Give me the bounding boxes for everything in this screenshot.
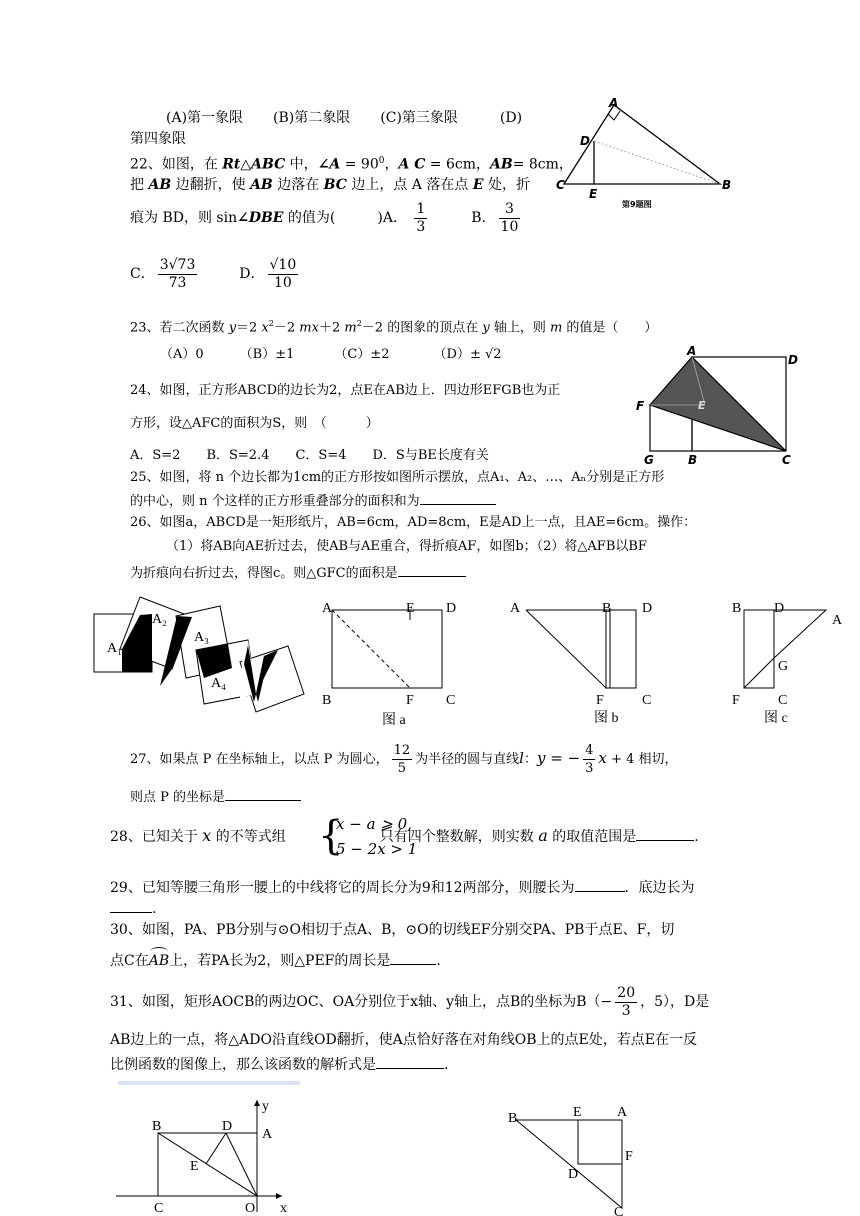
figc-label-f: F (732, 693, 740, 708)
q22-line3: 痕为 BD，则 sin∠DBE 的值为( )A． $\frac{1}{3}$ B． $\frac{3}{10}$ (130, 200, 519, 235)
q25-line2: 的中心，则 n 个这样的正方形重叠部分的面积和为 (130, 490, 496, 512)
q22-option-a-fraction: $\frac{1}{3}$ (416, 200, 426, 235)
figure-b (506, 598, 666, 728)
figb-label-a: A (510, 601, 521, 616)
figure-c (726, 598, 856, 728)
q26-line1: 26、如图a，ABCD是一矩形纸片，AB=6cm，AD=8cm，E是AD上一点，且AE=6cm。操作： (130, 515, 697, 530)
fig9-label-d: D (580, 134, 590, 148)
q25-label-a3: A₃ (194, 630, 209, 645)
q22-line1: 22、如图，在 Rt△ABC 中，∠A = $90^0$，A C = 6cm，AB= 8cm， (130, 156, 573, 173)
q26-answer-blank[interactable] (398, 562, 466, 577)
figa-label-e: E (406, 601, 415, 616)
fig9-label-b: B (722, 178, 732, 192)
q31-label-d: D (222, 1119, 233, 1134)
figa-label-b: B (322, 693, 332, 708)
q31-label-e: E (190, 1159, 199, 1174)
q31-line1: 31、如图，矩形AOCB的两边OC、OA分别位于x轴、y轴上，点B的坐标为B（− $\frac{20}{3}$ ，5），D是 (110, 984, 710, 1019)
q24-label-f: F (636, 399, 645, 413)
q25-label-a4: A₄ (211, 676, 226, 691)
q31-label-x: x (280, 1201, 287, 1216)
fig9-label-c: C (556, 178, 565, 192)
q22-line2: 把 AB 边翻折，使 AB 边落在 BC 边上，点 A 落在点 E 处，折 (130, 177, 530, 193)
figb-label-c: C (642, 693, 652, 708)
figb-label-b: B (602, 601, 612, 616)
q24-options: A．S=2 B．S=2.4 C．S=4 D．S与BE长度有关 (130, 448, 489, 463)
fig-right-label-c: C (614, 1205, 624, 1216)
fig-right-label-b: B (508, 1111, 518, 1126)
fig-right-label-e: E (573, 1105, 582, 1120)
figc-label-a: A (832, 613, 843, 628)
fig9-label-a: A (609, 96, 619, 110)
q31-label-b: B (152, 1119, 162, 1134)
q30-line2: 点C在 AB上，若PA长为2，则△PEF的周长是 . (110, 950, 441, 971)
q22-line4: C． $\frac{3√73}{73}$ D． $\frac{√10}{10}$ (130, 256, 297, 291)
q27-radius-fraction: $\frac{12}{5}$ (393, 743, 411, 776)
q29-line2: . (110, 898, 156, 919)
q28-inequality-1: x − a ⩾ 0, (336, 815, 412, 833)
q31-line2: AB边上的一点，将△ADO沿直线OD翻折，使A点恰好落在对角线OB上的点E处，若点E在一反 (110, 1032, 697, 1048)
q24-label-g: G (644, 453, 654, 464)
q26-line3: 为折痕向右折过去，得图c。则△GFC的面积是 (130, 562, 466, 584)
q30-arc-ab: AB (149, 951, 169, 971)
q31-label-c: C (154, 1201, 164, 1216)
fig-right-label-a: A (617, 1105, 628, 1120)
q24-label-d: D (788, 353, 798, 367)
q25-label-a1: A₁ (107, 641, 122, 656)
q24-label-e: E (698, 399, 706, 412)
q31-label-o: O (245, 1201, 256, 1216)
q29-leg-blank[interactable] (575, 877, 625, 892)
q22-option-d-fraction: $\frac{√10}{10}$ (269, 256, 297, 291)
q24-label-b: B (688, 453, 698, 464)
q21-option-d-prefix: (D) (499, 110, 523, 126)
figure-q24 (630, 344, 810, 464)
q23-stem: 23、若二次函数 y＝2 $x^2-2$ mx＋2 $m^2-2$ 的图象的顶点在 y 轴上，则 m 的值是（ ） (130, 319, 658, 336)
q24-line2: 方形，设△AFC的面积为S，则 （ ） (130, 416, 379, 431)
fig-right-label-d: D (568, 1167, 579, 1182)
q25-answer-blank[interactable] (420, 490, 496, 505)
figa-label-a: A (322, 601, 333, 616)
q21-options (166, 108, 522, 128)
q31-label-y: y (262, 1099, 269, 1114)
q25-line1: 25、如图，将 n 个边长都为1cm的正方形按如图所示摆放，点A₁、A₂、…、Aₙ分别是正方形 (130, 470, 665, 485)
figure-q25-squares (88, 590, 318, 730)
figure-q31 (112, 1094, 312, 1216)
q24-label-c: C (782, 453, 791, 464)
q30-answer-blank[interactable] (390, 950, 436, 965)
figb-label-d: D (642, 601, 653, 616)
q21-option-b: (B)第二象限 (273, 110, 351, 126)
q21-option-d: 第四象限 (130, 131, 186, 147)
figb-caption: 图 b (594, 711, 619, 726)
q30-line1: 30、如图，PA、PB分别与⊙O相切于点A、B，⊙O的切线EF分别交PA、PB于点E、F，切 (110, 922, 675, 938)
q28-line: 28、已知关于 x 的不等式组 只有四个整数解，则实数 a 的取值范围是 . (110, 826, 699, 845)
figc-label-g: G (778, 659, 789, 674)
figa-label-f: F (406, 693, 414, 708)
figb-label-f: F (596, 693, 604, 708)
q31-answer-blank[interactable] (376, 1054, 444, 1069)
q27-line1: 27、如果点 P 在坐标轴上，以点 P 为圆心， $\frac{12}{5}$ 为半径的圆与直线l：y = − $\frac{4}{3}$ x + 4 相切， (130, 743, 678, 776)
figc-label-c: C (778, 693, 788, 708)
figc-label-b: B (732, 601, 742, 616)
q31-bx-fraction: $\frac{20}{3}$ (617, 984, 636, 1019)
q31-line3: 比例函数的图像上，那么该函数的解析式是 . (110, 1054, 448, 1075)
figa-label-c: C (446, 693, 456, 708)
fig9-caption: 第9题图 (622, 200, 652, 209)
figc-caption: 图 c (764, 711, 788, 726)
figure-a (318, 598, 468, 728)
q22-option-b-fraction: $\frac{3}{10}$ (500, 200, 519, 235)
q28-answer-blank[interactable] (636, 826, 694, 841)
q31-label-a: A (262, 1127, 273, 1142)
q27-slope-fraction: $\frac{4}{3}$ (585, 743, 594, 776)
decorative-rule (118, 1081, 300, 1085)
figa-caption: 图 a (382, 713, 406, 728)
q28-inequality-2: 5 − 2x > 1 (336, 840, 418, 858)
fig-right-label-f: F (625, 1149, 633, 1164)
q21-option-a: (A)第一象限 (166, 110, 244, 126)
q25-label-a2: A₂ (152, 612, 167, 627)
figa-label-d: D (446, 601, 457, 616)
q28-brace: { (318, 813, 344, 859)
figc-label-d: D (774, 601, 785, 616)
q29-base-blank[interactable] (110, 898, 152, 913)
q27-answer-blank[interactable] (225, 786, 301, 801)
q24-line1: 24、如图，正方形ABCD的边长为2，点E在AB边上．四边形EFGB也为正 (130, 383, 561, 398)
fig9-label-e: E (589, 187, 598, 201)
figure-9 (556, 96, 736, 216)
figure-right (504, 1104, 644, 1216)
q21-option-c: (C)第三象限 (380, 110, 458, 126)
q27-line2: 则点 P 的坐标是 (130, 786, 301, 808)
q22-option-c-fraction: $\frac{3√73}{73}$ (159, 256, 196, 291)
q26-line2: （1）将AB向AE折过去，使AB与AE重合，得折痕AF，如图b；（2）将△AFB以BF (166, 539, 647, 554)
q23-options: （A）0 （B）±1 （C）±2 （D）± √2 (160, 347, 502, 362)
q29-line1: 29、已知等腰三角形一腰上的中线将它的周长分为9和12两部分，则腰长为 ．底边长为 (110, 877, 695, 898)
q24-label-a: A (687, 344, 697, 358)
